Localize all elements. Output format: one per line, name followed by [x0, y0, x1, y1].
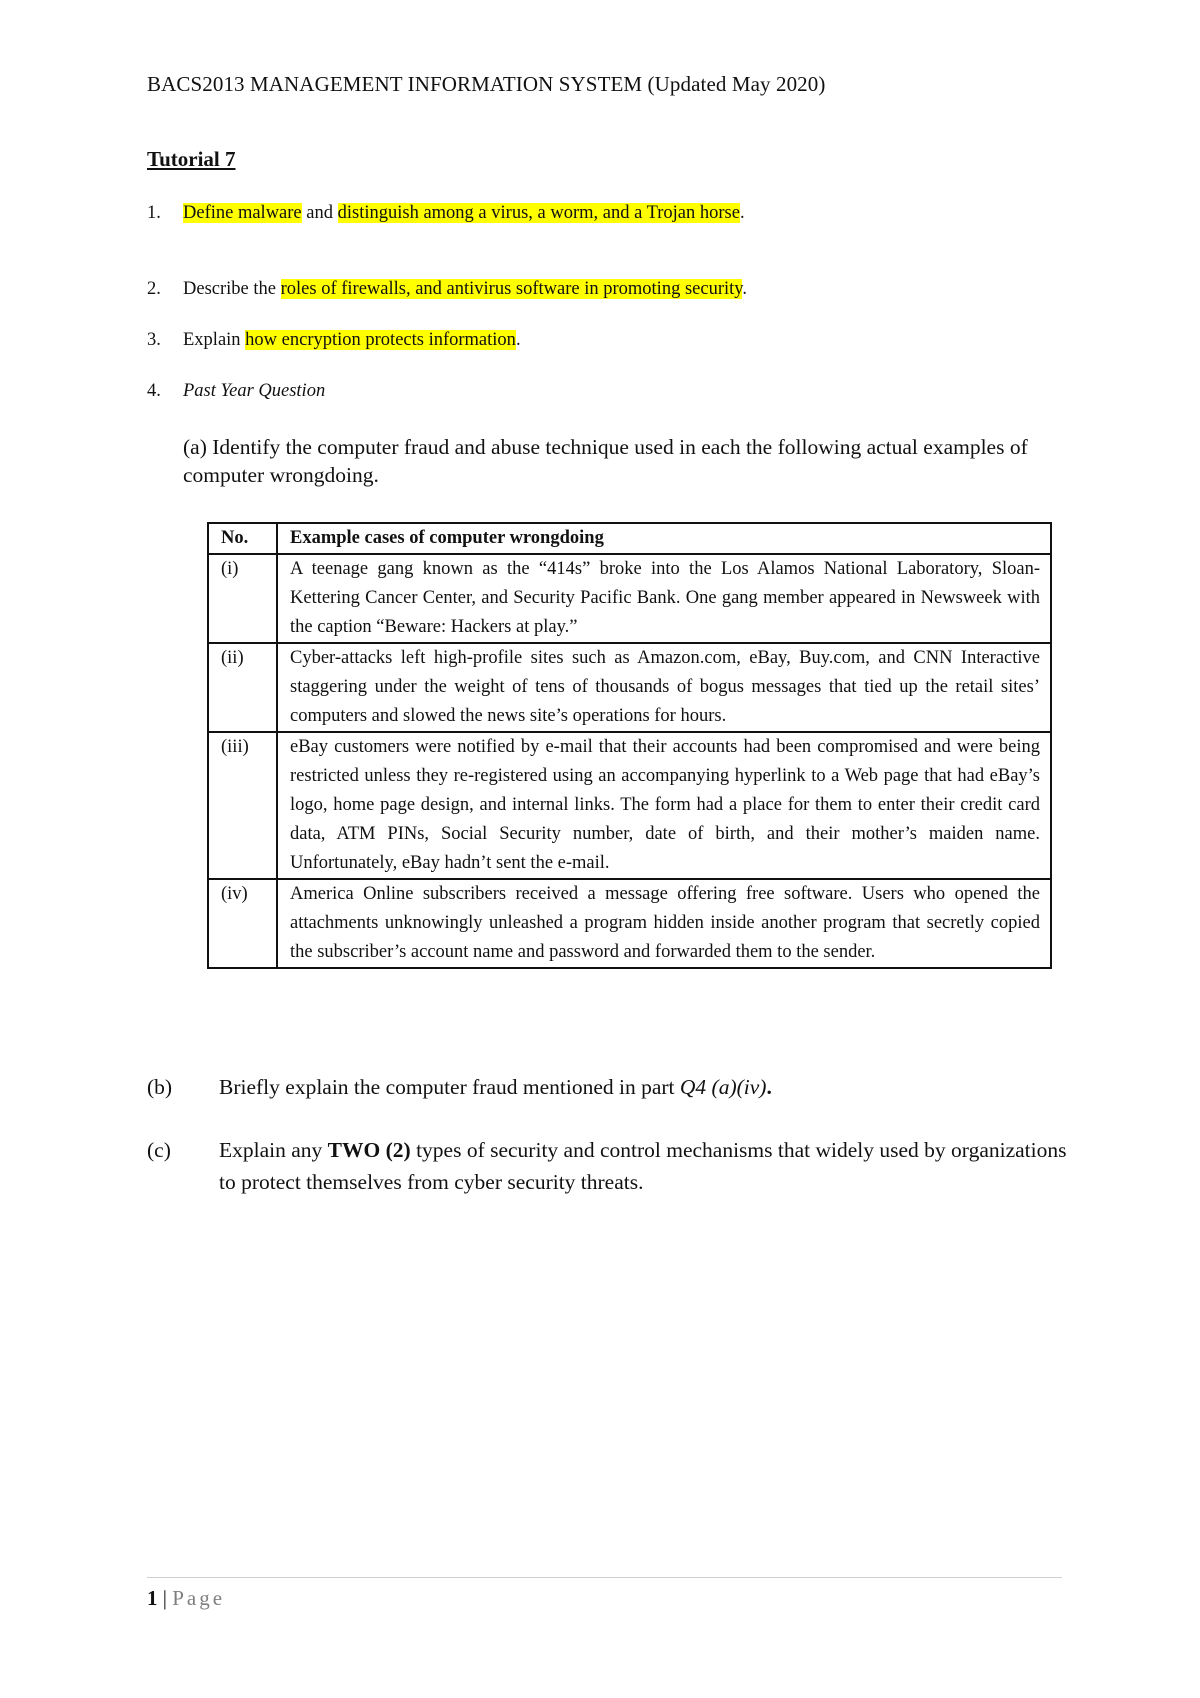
cases-table: [207, 522, 1052, 969]
question-3-text: Explain: [183, 330, 246, 350]
part-a-text: (a) Identify the computer fraud and abuse technique used in each the following actual examples of computer wrongdoing.: [183, 435, 1028, 487]
row-text: A teenage gang known as the “414s” broke into the Los Alamos National Laboratory, Sloan-Kettering Cancer Center, and Security Pacific Bank. One gang member appeared in Newsweek with the caption “Beware: Hackers at play.”: [277, 554, 1051, 643]
part-c: [147, 1134, 1067, 1198]
question-1-text: and: [301, 203, 338, 223]
part-b-text: [219, 1071, 1067, 1103]
question-1-highlight-a: Define malware: [183, 203, 302, 223]
question-1-period: .: [739, 203, 745, 223]
question-3-highlight: how encryption protects information: [245, 330, 516, 350]
question-2-period: .: [742, 279, 747, 299]
tutorial-title: Tutorial 7: [147, 147, 236, 171]
part-b-period: .: [766, 1075, 772, 1099]
question-4: [147, 381, 325, 402]
question-4-label: Past Year Question: [183, 381, 326, 401]
question-2-number: 2.: [147, 279, 161, 299]
part-b: [147, 1071, 1067, 1103]
row-number: (ii): [208, 643, 277, 732]
part-c-label: (c): [147, 1138, 171, 1162]
footer-separator: |: [157, 1586, 173, 1610]
question-3-period: .: [515, 330, 521, 350]
part-c-text: [219, 1134, 1067, 1198]
footer-divider: [147, 1577, 1062, 1578]
table-row: [208, 643, 1051, 732]
table-row: [208, 554, 1051, 643]
question-1-number: 1.: [147, 203, 161, 223]
page-header: BACS2013 MANAGEMENT INFORMATION SYSTEM (Updated May 2020): [147, 72, 826, 96]
header-no: No.: [208, 523, 277, 554]
row-text: Cyber-attacks left high-profile sites such as Amazon.com, eBay, Buy.com, and CNN Interactive staggering under the weight of tens of thousands of bogus messages that tied up the retail sites’ computers and slowed the news site’s operations for hours.: [277, 643, 1051, 732]
table-row: [208, 879, 1051, 968]
question-3-number: 3.: [147, 330, 161, 350]
part-b-label: (b): [147, 1075, 173, 1099]
header-example: Example cases of computer wrongdoing: [277, 523, 1051, 554]
row-number: (i): [208, 554, 277, 643]
row-number: (iv): [208, 879, 277, 968]
question-2-highlight: roles of firewalls, and antivirus software in promoting security: [280, 279, 743, 299]
table-row: [208, 732, 1051, 879]
page-footer: [147, 1586, 225, 1611]
question-2: [147, 279, 747, 300]
part-c-text-pre: Explain any: [219, 1138, 328, 1162]
page-number: 1: [147, 1586, 158, 1610]
row-number: (iii): [208, 732, 277, 879]
question-4-number: 4.: [147, 381, 161, 401]
part-c-text-post: types of security and control mechanisms that widely used by organizations to protect themselves from cyber security threats.: [219, 1138, 1067, 1194]
question-3: [147, 330, 521, 351]
footer-page-label: Page: [172, 1586, 226, 1610]
question-1-highlight-b: distinguish among a virus, a worm, and a Trojan horse: [337, 203, 740, 223]
part-b-reference: Q4 (a)(iv): [679, 1075, 767, 1099]
part-c-bold: TWO (2): [327, 1138, 411, 1162]
question-1: [147, 203, 745, 224]
table-header-row: [208, 523, 1051, 554]
row-text: America Online subscribers received a message offering free software. Users who opened the attachments unknowingly unleashed a program hidden inside another program that secretly copied the subscriber’s account name and password and forwarded them to the sender.: [277, 879, 1051, 968]
part-b-text-pre: Briefly explain the computer fraud mentioned in part: [219, 1075, 680, 1099]
row-text: eBay customers were notified by e-mail that their accounts had been compromised and were being restricted unless they re-registered using an accompanying hyperlink to a Web page that had eBay’s logo, home page design, and internal links. The form had a place for them to enter their credit card data, ATM PINs, Social Security number, date of birth, and their mother’s maiden name. Unfortunately, eBay hadn’t sent the e-mail.: [277, 732, 1051, 879]
question-2-text: Describe the: [183, 279, 281, 299]
